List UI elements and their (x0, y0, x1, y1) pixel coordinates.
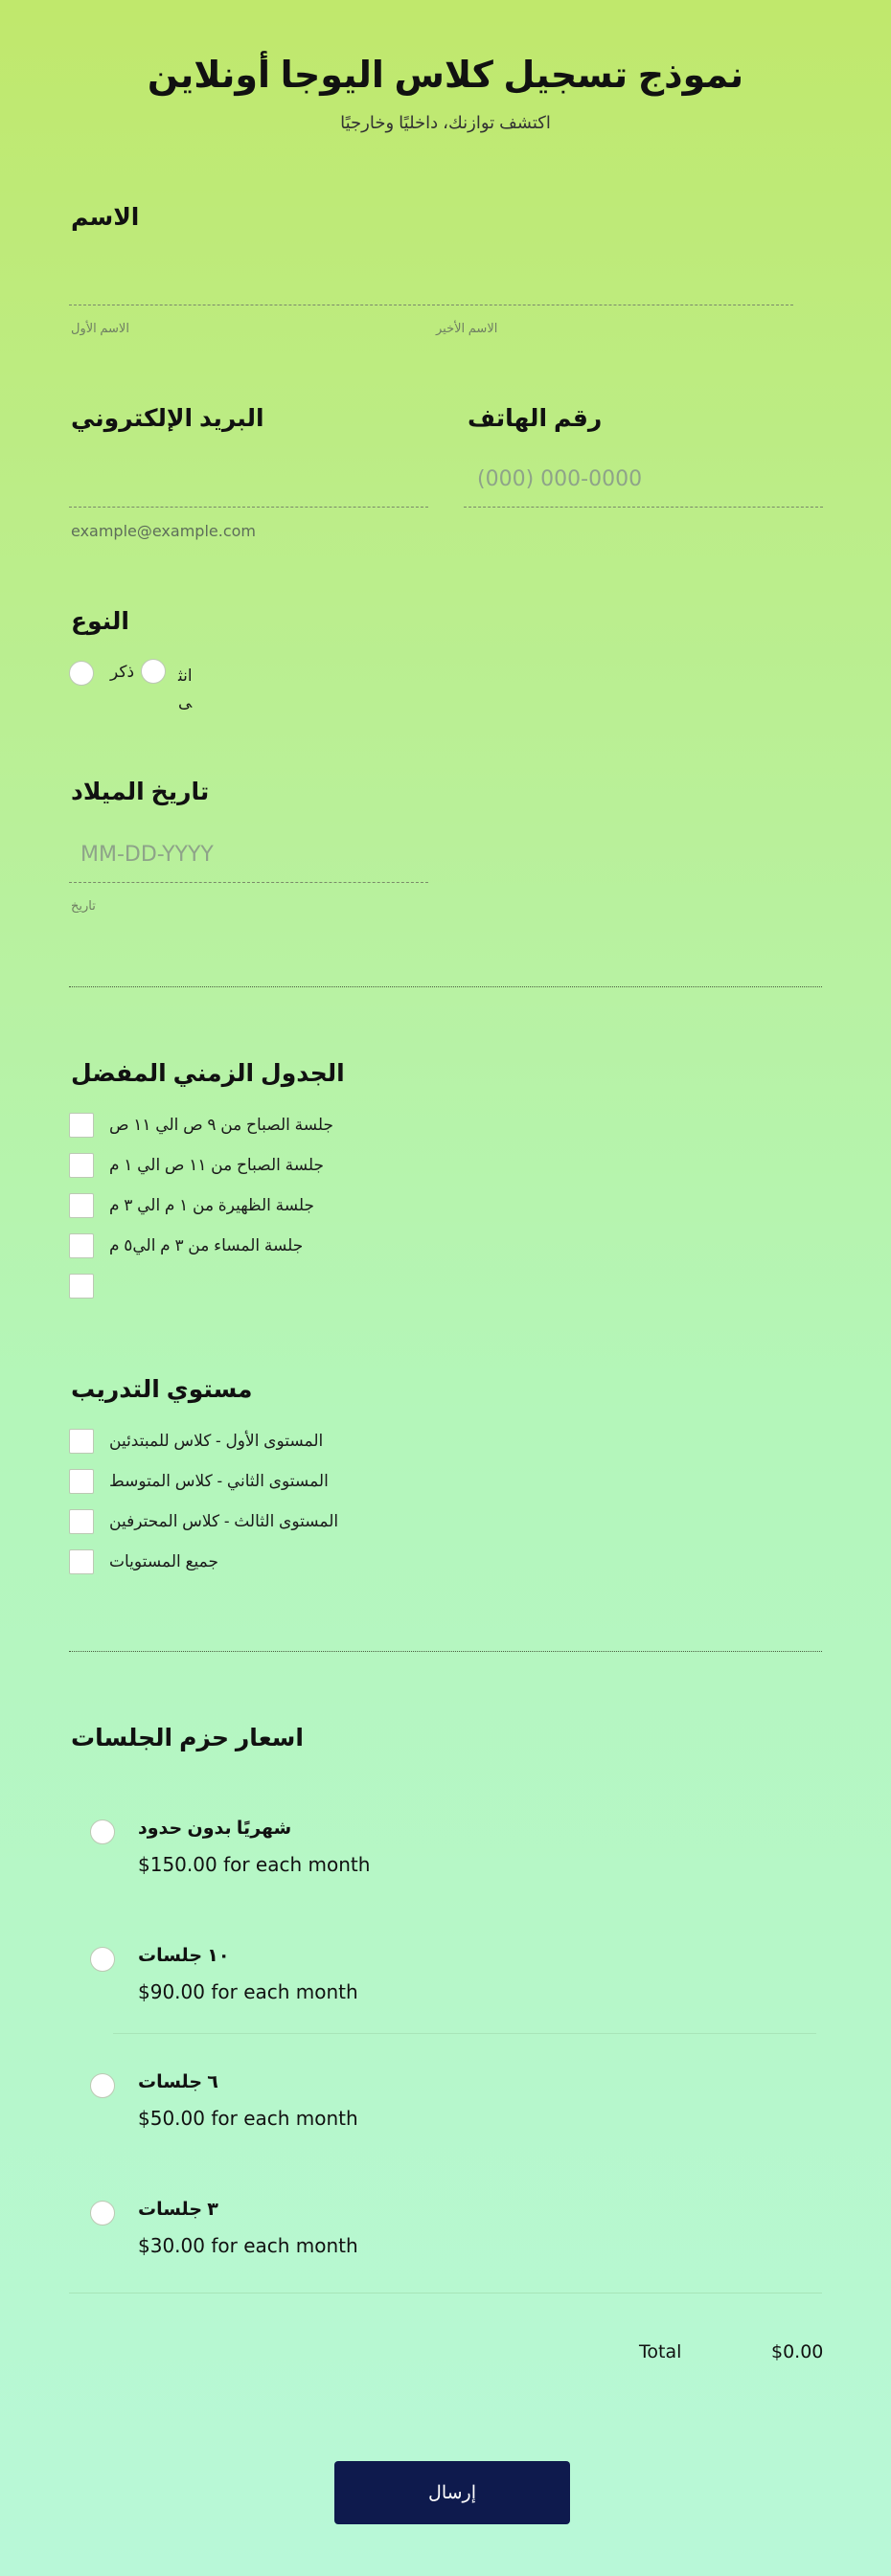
phone-input[interactable]: (000) 000-0000 (477, 467, 643, 491)
schedule-option-2-label: جلسة الصباح من ١١ ص الي ١ م (109, 1156, 325, 1174)
form-title: نموذج تسجيل كلاس اليوجا أونلاين (147, 56, 744, 96)
level-option-2-checkbox[interactable] (69, 1469, 94, 1494)
email-input[interactable] (69, 507, 428, 508)
package-2-radio[interactable] (90, 1947, 115, 1972)
total-value: $0.00 (771, 2341, 824, 2362)
gender-male-label: ذكر (110, 663, 135, 681)
level-option-1-label: المستوى الأول - كلاس للمبتدئين (109, 1432, 324, 1450)
section-divider (69, 986, 822, 987)
schedule-option-1-checkbox[interactable] (69, 1113, 94, 1138)
first-name-sublabel: الاسم الأول (71, 321, 129, 335)
schedule-option-4-checkbox[interactable] (69, 1233, 94, 1258)
package-4-radio[interactable] (90, 2201, 115, 2226)
level-label: مستوي التدريب (71, 1376, 253, 1403)
schedule-option-2-checkbox[interactable] (69, 1153, 94, 1178)
level-option-3-label: المستوى الثالث - كلاس المحترفين (109, 1512, 339, 1530)
phone-input-line (464, 507, 823, 508)
level-option-4-checkbox[interactable] (69, 1549, 94, 1574)
package-1-price: $150.00 for each month (138, 1853, 371, 1876)
form-subtitle: اكتشف توازنك، داخليًا وخارجيًا (340, 113, 551, 132)
gender-male-radio[interactable] (69, 661, 94, 686)
total-label: Total (639, 2341, 682, 2362)
package-2-title: ١٠ جلسات (138, 1946, 230, 1966)
package-3-radio[interactable] (90, 2073, 115, 2098)
packages-label: اسعار حزم الجلسات (71, 1725, 304, 1751)
schedule-option-4-label: جلسة المساء من ٣ م الي٥ م (109, 1236, 304, 1254)
birthdate-input-line (69, 882, 428, 883)
package-1-radio[interactable] (90, 1819, 115, 1844)
gender-female-radio[interactable] (141, 659, 166, 684)
level-option-2-label: المستوى الثاني - كلاس المتوسط (109, 1472, 329, 1490)
last-name-sublabel: الاسم الأخير (436, 321, 498, 335)
birthdate-sublabel: تاريخ (71, 898, 96, 913)
section-divider-2 (69, 1651, 822, 1652)
gender-female-label: انثى (178, 667, 193, 712)
schedule-option-5-checkbox[interactable] (69, 1274, 94, 1299)
package-4-price: $30.00 for each month (138, 2234, 358, 2257)
level-option-3-checkbox[interactable] (69, 1509, 94, 1534)
package-3-title: ٦ جلسات (138, 2072, 218, 2092)
package-separator (113, 2033, 816, 2034)
schedule-label: الجدول الزمني المفضل (71, 1060, 345, 1087)
name-label: الاسم (71, 204, 140, 231)
package-1-title: شهريًا بدون حدود (138, 1819, 292, 1839)
email-hint: example@example.com (71, 522, 256, 540)
gender-label: النوع (71, 608, 129, 635)
level-option-4-label: جميع المستويات (109, 1552, 218, 1570)
birthdate-label: تاريخ الميلاد (71, 779, 210, 805)
schedule-option-3-label: جلسة الظهيرة من ١ م الي ٣ م (109, 1196, 315, 1214)
submit-button[interactable]: إرسال (334, 2461, 570, 2524)
email-label: البريد الإلكتروني (71, 405, 264, 432)
phone-label: رقم الهاتف (468, 405, 603, 432)
package-3-price: $50.00 for each month (138, 2107, 358, 2130)
package-2-price: $90.00 for each month (138, 1980, 358, 2003)
birthdate-input[interactable]: MM-DD-YYYY (80, 843, 214, 867)
level-option-1-checkbox[interactable] (69, 1429, 94, 1454)
package-4-title: ٣ جلسات (138, 2200, 218, 2220)
schedule-option-3-checkbox[interactable] (69, 1193, 94, 1218)
total-separator (69, 2293, 822, 2294)
schedule-option-1-label: جلسة الصباح من ٩ ص الي ١١ ص (109, 1116, 334, 1134)
